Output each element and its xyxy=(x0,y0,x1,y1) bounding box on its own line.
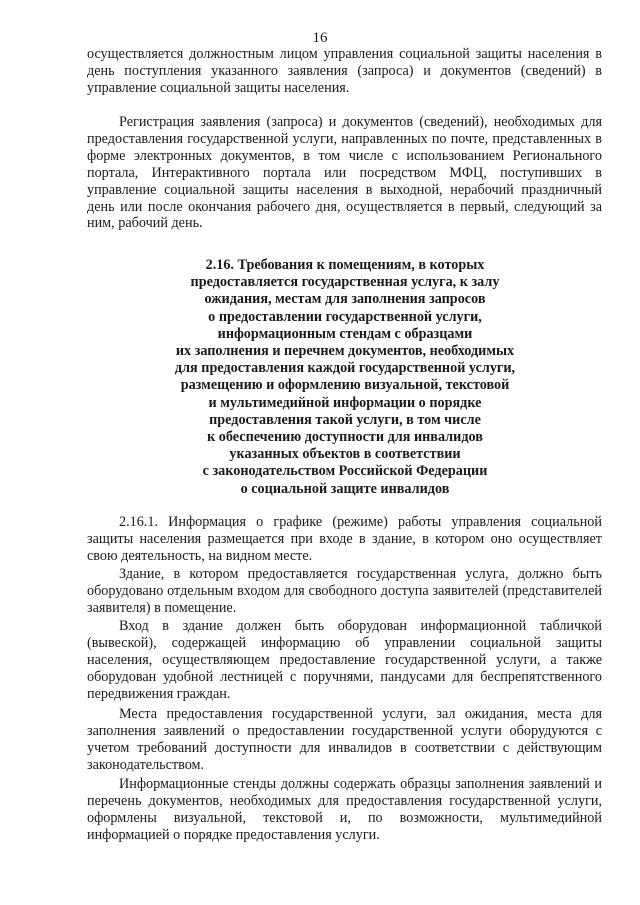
section-heading-2-16 xyxy=(120,257,570,498)
paragraph-building-entrance: Здание, в котором предоставляется государственная услуга, должно быть оборудовано отдельным входом для свободного доступа заявителей (представителей заявителя) в помещение. xyxy=(87,566,602,616)
paragraph-entrance-sign: Вход в здание должен быть оборудован информационной табличкой (вывеской), содержащей информацию об управлении социальной защиты населения, осуществляющем предоставление государственной услуги, а также оборудован удобной лестницей с поручнями, пандусами для беспрепятственного передвижения граждан. xyxy=(87,618,602,702)
heading-line: информационным стендам с образцами xyxy=(217,325,473,342)
heading-line: 2.16. Требования к помещениям, в которых xyxy=(205,257,485,273)
paragraph-service-places: Места предоставления государственной услуги, зал ожидания, места для заполнения заявлений о предоставлении государственной услуги оборудуются с учетом требований доступности для инвалидов в соответствии с действующим законодательством. xyxy=(87,706,602,773)
paragraph-continuation: осуществляется должностным лицом управления социальной защиты населения в день поступления указанного заявления (запроса) и документов (сведений) в управление социальной защиты населения. xyxy=(87,46,602,96)
heading-line: размещению и оформлению визуальной, текстовой xyxy=(180,377,510,394)
heading-line: для предоставления каждой государственной услуги, xyxy=(174,360,516,377)
heading-line: предоставления такой услуги, в том числе xyxy=(209,411,481,428)
heading-line: о предоставлении государственной услуги, xyxy=(208,308,482,325)
paragraph-info-stands: Информационные стенды должны содержать образцы заполнения заявлений и перечень документов, необходимых для предоставления государственной услуги, оформлены визуальной, текстовой и, по возможности, мультимедийной информацией о порядке предоставления услуги. xyxy=(87,776,602,843)
page-number: 16 xyxy=(312,30,328,46)
heading-line: их заполнения и перечнем документов, необходимых xyxy=(175,343,515,360)
heading-line: с законодательством Российской Федерации xyxy=(202,463,488,480)
heading-line: о социальной защите инвалидов xyxy=(240,480,450,497)
heading-line: ожидания, местам для заполнения запросов xyxy=(204,291,486,308)
heading-line: к обеспечению доступности для инвалидов xyxy=(207,429,483,446)
paragraph-2-16-1: 2.16.1. Информация о графике (режиме) работы управления социальной защиты населения размещается при входе в здание, в котором оно осуществляет свою деятельность, на видном месте. xyxy=(87,514,602,564)
heading-line: указанных объектов в соответствии xyxy=(229,446,461,463)
heading-line: предоставляется государственная услуга, к залу xyxy=(190,274,500,291)
paragraph-registration: Регистрация заявления (запроса) и документов (сведений), необходимых для предоставления государственной услуги, направленных по почте, представленных в форме электронных документов, в том числе с использованием Регионального портала, Интерактивного портала или посредством МФЦ, поступивших в управление социальной защиты населения в выходной, нерабочий праздничный день или после окончания рабочего дня, осуществляется в первый, следующий за ним, рабочий день. xyxy=(87,114,602,232)
heading-line: и мультимедийной информации о порядке xyxy=(208,394,482,411)
